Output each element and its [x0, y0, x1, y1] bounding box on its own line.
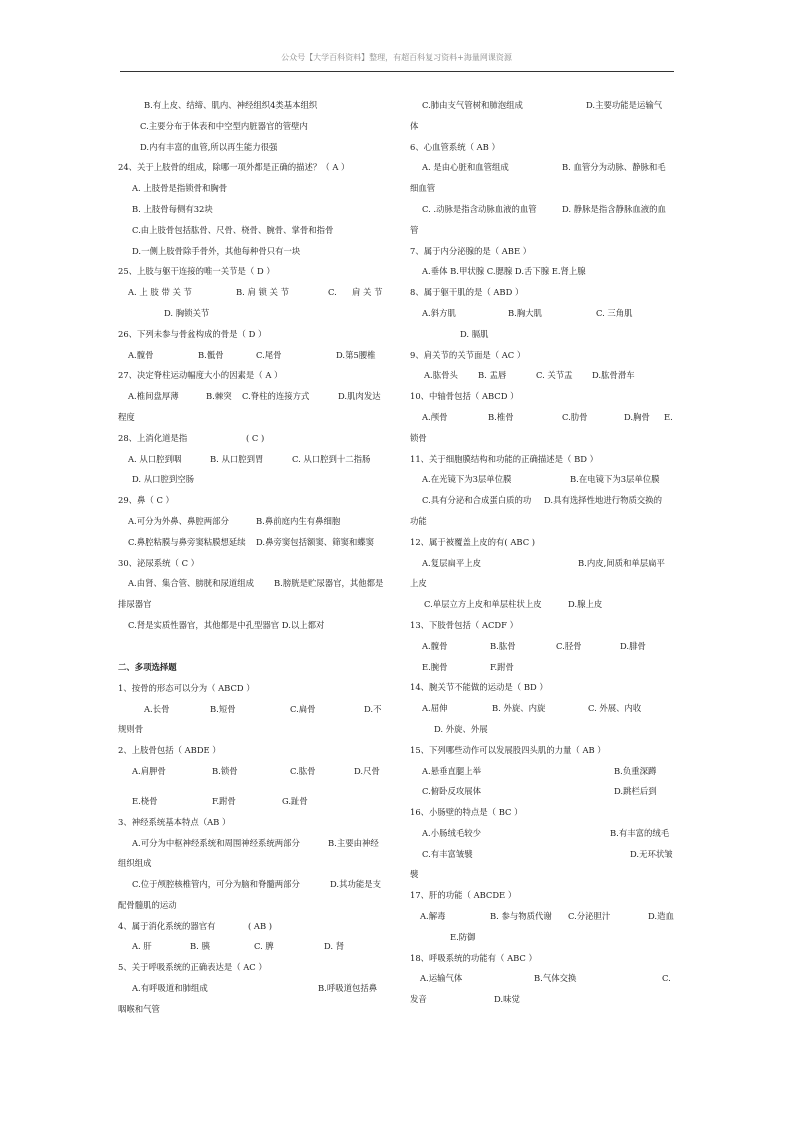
text-segment: B.主要由神经 [328, 837, 379, 848]
text-segment: 15、下列哪些动作可以发展股四头肌的力量（ AB ） [410, 744, 606, 755]
text-line [118, 220, 382, 241]
text-line [410, 989, 676, 1010]
text-segment: B.棘突 [206, 391, 232, 402]
text-segment: D.肱骨滑车 [592, 370, 635, 381]
text-segment: A.可分为外鼻、鼻腔两部分 [128, 515, 229, 526]
text-line [118, 853, 382, 874]
text-segment: D.第5腰椎 [336, 349, 376, 360]
text-segment: 17、肝的功能（ ABCDE ） [410, 890, 517, 901]
text-segment: A.解毒 [420, 911, 446, 922]
text-line [410, 553, 676, 574]
text-line [410, 365, 676, 386]
text-segment: 2、上肢骨包括（ ABDE ） [118, 745, 221, 756]
text-segment: D.无环状皱 [630, 848, 673, 859]
text-segment: 11、关于细胞膜结构和功能的正确描述是（ BD ） [410, 453, 598, 464]
header-rule [120, 71, 674, 72]
text-segment: B. 血管分为动脉、静脉和毛 [562, 162, 666, 173]
text-segment: D. 膈肌 [460, 328, 489, 339]
text-line [118, 199, 382, 220]
text-segment: A.椎间盘厚薄 [128, 391, 179, 402]
text-line [410, 594, 676, 615]
text-segment: C.位于颅腔核椎管内，可分为脑和脊髓两部分 [132, 879, 300, 890]
text-line [118, 699, 382, 720]
text-segment: A. 上 肢 带 关 节 [128, 287, 192, 298]
text-line [410, 386, 676, 407]
text-line [410, 885, 676, 906]
text-line [118, 95, 382, 116]
text-segment: 25、上肢与躯干连接的唯一关节是（ D ） [118, 266, 275, 277]
text-line [410, 95, 676, 116]
text-segment: C. [328, 287, 337, 298]
text-line [410, 844, 676, 865]
text-line [410, 573, 676, 594]
text-segment: C. .动脉是指含动脉血液的血管 [422, 203, 537, 214]
text-line [118, 594, 382, 615]
text-segment: A.肩胛骨 [132, 765, 166, 776]
text-segment: C.有丰富皱襞 [422, 848, 473, 859]
text-segment: D.肌肉发达 [338, 391, 381, 402]
text-segment: ( AB ) [248, 920, 273, 931]
text-line [118, 241, 382, 262]
text-segment: 12、属于被覆盖上皮的有( ABC ) [410, 536, 536, 547]
text-line [118, 386, 382, 407]
text-segment: A.复层扁平上皮 [422, 557, 481, 568]
text-line [410, 303, 676, 324]
text-segment: 配骨髓肌的运动 [118, 899, 177, 910]
text-line [410, 428, 676, 449]
text-segment: D.味觉 [494, 994, 520, 1005]
text-segment: 锁骨 [410, 432, 427, 443]
text-segment: 13、下肢骨包括（ ACDF ） [410, 619, 518, 630]
text-segment: D.不 [364, 703, 382, 714]
text-segment: A.肱骨头 [424, 370, 458, 381]
text-segment: C. [662, 973, 671, 984]
text-line [118, 978, 382, 999]
text-segment: B.膀胱是贮尿器官，其他都是 [274, 578, 384, 589]
text-segment: G.趾骨 [282, 795, 308, 806]
text-line [118, 833, 382, 854]
text-segment: 咽喉和气管 [118, 1003, 160, 1014]
text-segment: 肩 关 节 [352, 287, 383, 298]
text-segment: B.锁骨 [212, 765, 238, 776]
text-segment: D.其功能是支 [330, 879, 381, 890]
text-line [410, 761, 676, 782]
text-segment: A.在光镜下为3层单位膜 [422, 474, 512, 485]
text-segment: C. 从口腔到十二指肠 [292, 453, 371, 464]
text-segment: A.斜方肌 [422, 307, 456, 318]
text-segment: 8、属于躯干肌的是（ ABD ） [410, 287, 524, 298]
text-segment: D.鼻旁窦包括额窦、筛窦和蝶窦 [256, 536, 374, 547]
text-line [118, 303, 382, 324]
text-segment: B.负重深蹲 [614, 765, 657, 776]
text-segment: A. 从口腔到咽 [128, 453, 182, 464]
text-line [410, 677, 676, 698]
text-line [118, 428, 382, 449]
text-segment: C.主要分布于体表和中空型内脏器官的管壁内 [140, 120, 308, 131]
text-line [410, 490, 676, 511]
text-line [118, 469, 382, 490]
text-segment: D.腺上皮 [568, 599, 603, 610]
text-line [118, 740, 382, 761]
text-line [410, 116, 676, 137]
text-line [118, 936, 382, 957]
text-line [410, 324, 676, 345]
text-segment: D.具有选择性地进行物质交换的 [544, 495, 662, 506]
text-line [118, 719, 382, 740]
text-segment: B.骶骨 [198, 349, 224, 360]
text-segment: 14、腕关节不能做的运动是（ BD ） [410, 682, 548, 693]
section-heading [118, 657, 382, 678]
text-segment: 9、肩关节的关节面是（ AC ） [410, 349, 526, 360]
text-segment: A. 上肢骨是指锁骨和胸骨 [132, 183, 228, 194]
text-segment: B.有丰富的绒毛 [610, 827, 670, 838]
text-segment: ( C ) [246, 432, 265, 443]
text-segment: 排尿器官 [118, 599, 152, 610]
text-segment: 程度 [118, 411, 135, 422]
text-segment: C.肾是实质性器官，其他都是中孔型器官 D.以上都对 [128, 619, 325, 630]
text-segment: D.跳栏后到 [614, 786, 657, 797]
text-segment: D.主要功能是运输气 [586, 100, 663, 110]
text-line [118, 573, 382, 594]
text-line [410, 657, 676, 678]
text-segment: 上皮 [410, 578, 427, 589]
text-segment: B.肱骨 [490, 640, 516, 651]
text-line [118, 553, 382, 574]
text-segment: 6、心血管系统（ AB ） [410, 141, 500, 152]
text-segment: C. 外展、内收 [588, 703, 642, 714]
text-line [118, 916, 382, 937]
text-segment: D.尺骨 [354, 765, 380, 776]
text-segment: A.髋骨 [128, 349, 154, 360]
text-line [118, 324, 382, 345]
text-segment: 18、呼吸系统的功能有（ ABC ） [410, 952, 537, 963]
text-segment: 1、按骨的形态可以分为（ ABCD ） [118, 682, 255, 693]
text-line [410, 220, 676, 241]
text-line [410, 157, 676, 178]
text-segment: B.在电镜下为3层单位膜 [570, 474, 660, 485]
text-segment: A.垂体 B.甲状腺 C.腮腺 D.舌下腺 E.肾上腺 [422, 266, 586, 277]
text-segment: B. 参与物质代谢 [490, 911, 552, 922]
text-segment: A.运输气体 [420, 973, 463, 984]
text-line [118, 449, 382, 470]
text-segment: A.长骨 [144, 703, 170, 714]
text-line [410, 948, 676, 969]
text-segment: B. 盂唇 [478, 370, 507, 381]
text-segment: C.单层立方上皮和单层柱状上皮 [424, 599, 542, 610]
text-segment: 27、决定脊柱运动幅度大小的因素是（ A ） [118, 370, 283, 381]
text-line [410, 199, 676, 220]
text-segment: A.由肾、集合管、膀胱和尿道组成 [128, 578, 254, 589]
text-line [118, 116, 382, 137]
text-segment: 襞 [410, 869, 419, 880]
text-line [410, 241, 676, 262]
text-line [410, 698, 676, 719]
text-segment: D. 外旋、外展 [434, 723, 488, 734]
text-segment: 30、泌尿系统（ C ） [118, 557, 200, 568]
text-segment: A.髋骨 [422, 640, 448, 651]
text-segment: A.小肠绒毛较少 [422, 827, 481, 838]
text-line [410, 449, 676, 470]
text-line [118, 137, 382, 158]
text-line [410, 282, 676, 303]
text-segment: C. 三角肌 [596, 307, 633, 318]
text-line [410, 532, 676, 553]
text-segment: 29、鼻（ C ） [118, 495, 174, 506]
text-line [118, 511, 382, 532]
text-segment: D.腓骨 [620, 640, 646, 651]
text-line [410, 802, 676, 823]
text-segment: 4、属于消化系统的器官有 [118, 920, 216, 931]
text-segment: F.跗骨 [490, 661, 514, 672]
text-segment: B.椎骨 [488, 411, 514, 422]
page-header: 公众号【大学百科资料】整理，有超百科复习资料+海量网课资源 [281, 53, 512, 62]
text-segment: C.肺由支气管树和肺泡组成 [422, 100, 523, 110]
text-segment: A.可分为中枢神经系统和周围神经系统两部分 [132, 837, 300, 848]
text-segment: D. 从口腔到空肠 [132, 474, 194, 485]
text-line [118, 615, 382, 657]
text-segment: B. 从口腔到胃 [210, 453, 264, 464]
text-segment: C.胫骨 [556, 640, 582, 651]
text-segment: C. 脾 [254, 941, 274, 952]
text-segment: 规则骨 [118, 724, 144, 735]
text-line [118, 157, 382, 178]
text-segment: B. 肩 锁 关 节 [236, 287, 289, 298]
text-segment: A. 肝 [132, 941, 152, 952]
text-segment: C. 关节盂 [536, 370, 573, 381]
text-segment: F.跗骨 [212, 795, 236, 806]
text-segment: B.气体交换 [534, 973, 577, 984]
text-segment: 7、属于内分泌腺的是（ ABE ） [410, 245, 532, 256]
text-segment: 体 [410, 120, 419, 131]
text-line [410, 781, 676, 802]
text-segment: 细血管 [410, 183, 436, 194]
text-segment: B. 胰 [190, 941, 210, 952]
text-segment: A.屈伸 [422, 703, 448, 714]
text-segment: C.鼻腔粘膜与鼻旁窦粘膜想延续 [128, 536, 246, 547]
text-segment: B.短骨 [210, 703, 236, 714]
text-segment: C.俯卧反攻展体 [422, 786, 482, 797]
text-segment: 16、小肠壁的特点是（ BC ） [410, 807, 523, 818]
text-line [410, 469, 676, 490]
text-segment: C.脊柱的连接方式 [242, 391, 310, 402]
text-line [118, 895, 382, 916]
text-segment: 5、关于呼吸系统的正确表达是（ AC ） [118, 962, 267, 973]
text-line [118, 812, 382, 833]
text-line [118, 490, 382, 511]
text-line [118, 282, 382, 303]
text-segment: 3、神经系统基本特点（AB ） [118, 816, 231, 827]
text-segment: 26、下列未参与骨盆构成的骨是（ D ） [118, 328, 267, 339]
text-segment: C.扁骨 [290, 703, 316, 714]
text-segment: B.胸大肌 [508, 307, 542, 318]
text-segment: 组织组成 [118, 858, 152, 869]
text-line [118, 261, 382, 282]
text-segment: 10、中轴骨包括（ ABCD ） [410, 391, 519, 402]
text-segment: C.肱骨 [290, 765, 316, 776]
text-segment: C.分泌胆汁 [568, 911, 611, 922]
text-segment: C.由上肢骨包括肱骨、尺骨、桡骨、腕骨、掌骨和指骨 [132, 224, 334, 235]
text-line [118, 999, 382, 1020]
text-line [118, 957, 382, 978]
text-segment: B. 外旋、内旋 [492, 703, 546, 714]
text-line [410, 407, 676, 428]
text-line [410, 137, 676, 158]
text-segment: C.具有分泌和合成蛋白质的功 [422, 495, 532, 506]
text-line [118, 791, 382, 812]
text-segment: E.腕骨 [422, 661, 448, 672]
text-line [118, 874, 382, 895]
text-line [118, 761, 382, 791]
text-line [410, 511, 676, 532]
text-segment: A.颅骨 [422, 411, 448, 422]
text-segment: 管 [410, 224, 419, 235]
text-segment: B.内皮,间质和单层扁平 [578, 557, 665, 568]
text-line [410, 740, 676, 761]
text-line [410, 261, 676, 282]
right-column [410, 95, 676, 1010]
text-line [410, 615, 676, 636]
text-line [118, 532, 382, 553]
text-line [118, 345, 382, 366]
text-line [410, 636, 676, 657]
text-segment: 28、上消化道是指 [118, 432, 188, 443]
text-segment: 二、多项选择题 [118, 661, 177, 672]
text-segment: 24、关于上肢骨的组成，除哪一项外都是正确的描述？（ A ） [118, 162, 350, 173]
text-line [410, 719, 676, 740]
text-line [118, 678, 382, 699]
text-segment: A.悬垂直腿上举 [422, 765, 481, 776]
text-line [410, 927, 676, 948]
text-segment: 功能 [410, 515, 427, 526]
text-line [410, 345, 676, 366]
text-line [410, 178, 676, 199]
text-segment: B.呼吸道包括鼻 [318, 983, 378, 994]
text-segment: B.有上皮、结缔、肌内、神经组织4类基本组织 [144, 100, 318, 110]
text-segment: B. 上肢骨每侧有32块 [132, 203, 213, 214]
text-segment: D.一侧上肢骨除手骨外，其他每种骨只有一块 [132, 245, 301, 256]
text-line [118, 365, 382, 386]
text-segment: D. 胸锁关节 [164, 307, 210, 318]
text-segment: 发音 [410, 994, 427, 1005]
text-line [118, 407, 382, 428]
text-segment: E.桡骨 [132, 795, 158, 806]
text-segment: A. 是由心脏和血管组成 [422, 162, 509, 173]
text-line [118, 178, 382, 199]
text-segment: C.肋骨 [562, 411, 588, 422]
text-line [410, 968, 676, 989]
text-segment: D.胸骨 [624, 411, 650, 422]
text-segment: E. [664, 411, 673, 422]
text-segment: D. 静脉是指含静脉血液的血 [562, 203, 666, 214]
text-segment: D.内有丰富的血管,所以再生能力很强 [140, 141, 278, 152]
text-segment: E.防御 [450, 931, 476, 942]
text-line [410, 906, 676, 927]
text-segment: D.造血 [648, 911, 674, 922]
text-line [410, 864, 676, 885]
text-segment: B.鼻前庭内生有鼻细胞 [256, 515, 341, 526]
text-line [410, 823, 676, 844]
text-segment: D. 肾 [324, 941, 345, 952]
text-segment: A.有呼吸道和肺组成 [132, 983, 208, 994]
text-segment: C.尾骨 [256, 349, 282, 360]
left-column [118, 95, 382, 1020]
